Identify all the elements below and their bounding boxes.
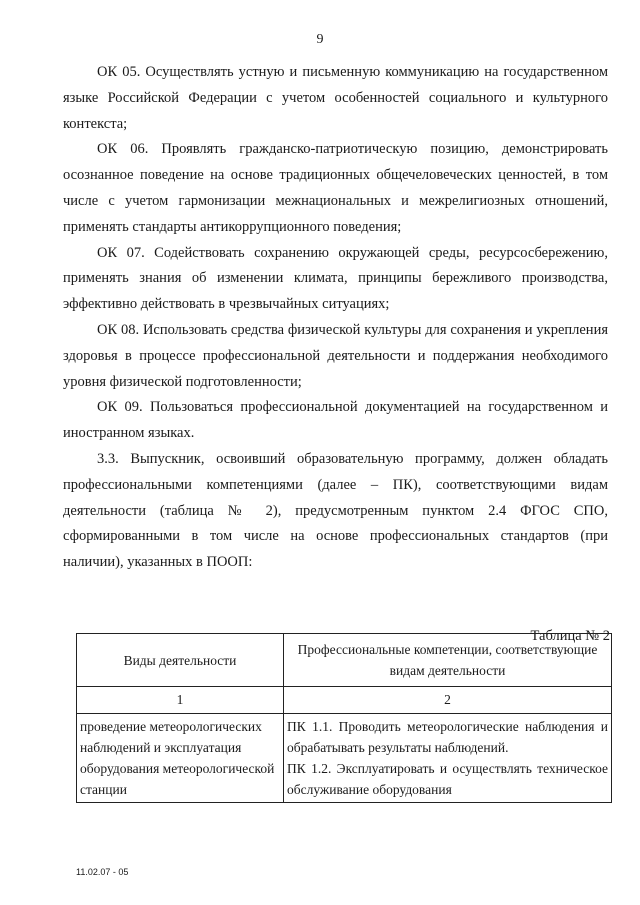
competencies-table — [76, 633, 612, 803]
table-row — [77, 714, 612, 803]
paragraph-ok09: ОК 09. Пользоваться профессиональной документацией на государственном и иностранном языках. — [63, 399, 608, 442]
header-activities: Виды деятельности — [77, 634, 284, 687]
document-body — [63, 60, 608, 576]
competency-pk-1-2: ПК 1.2. Эксплуатировать и осуществлять техническое обслуживание оборудования — [287, 761, 608, 797]
paragraph-3-3: 3.3. Выпускник, освоивший образовательную программу, должен обладать профессиональными компетенциями (далее – ПК), соответствующими видам деятельности (таблица № 2), предусмотренным пунктом 2.4 ФГОС СПО, сформированными в том числе на основе профессиональных стандартов (при наличии), указанных в ПООП: — [63, 450, 608, 571]
competency-cell — [284, 714, 612, 803]
activity-cell: проведение метеорологических наблюдений и эксплуатация оборудования метеорологической станции — [77, 714, 284, 803]
paragraph-ok08: ОК 08. Использовать средства физической культуры для сохранения и укрепления здоровья в процессе профессиональной деятельности и поддержания необходимого уровня физической подготовленности; — [63, 321, 608, 390]
page-number: 9 — [316, 32, 324, 47]
table-caption: Таблица № 2 — [530, 628, 610, 644]
competency-pk-1-1: ПК 1.1. Проводить метеорологические наблюдения и обрабатывать результаты наблюдений. — [287, 719, 608, 755]
paragraph-ok05: ОК 05. Осуществлять устную и письменную коммуникацию на государственном языке Российской Федерации с учетом особенностей социального и культурного контекста; — [63, 64, 608, 132]
header-competencies: Профессиональные компетенции, соответствующие видам деятельности — [284, 634, 612, 687]
table-number-row — [77, 687, 612, 714]
table-header-row — [77, 634, 612, 687]
paragraph-ok06: ОК 06. Проявлять гражданско-патриотическую позицию, демонстрировать осознанное поведение на основе традиционных общечеловеческих ценностей, в том числе с учетом гармонизации межнациональных и межрелигиозных отношений, применять стандарты антикоррупционного поведения; — [63, 141, 608, 235]
column-number-1: 1 — [77, 687, 284, 714]
column-number-2: 2 — [284, 687, 612, 714]
footer-code: 11.02.07 - 05 — [76, 867, 129, 877]
paragraph-ok07: ОК 07. Содействовать сохранению окружающей среды, ресурсосбережению, применять знания об изменении климата, принципы бережливого производства, эффективно действовать в чрезвычайных ситуациях; — [63, 244, 608, 313]
